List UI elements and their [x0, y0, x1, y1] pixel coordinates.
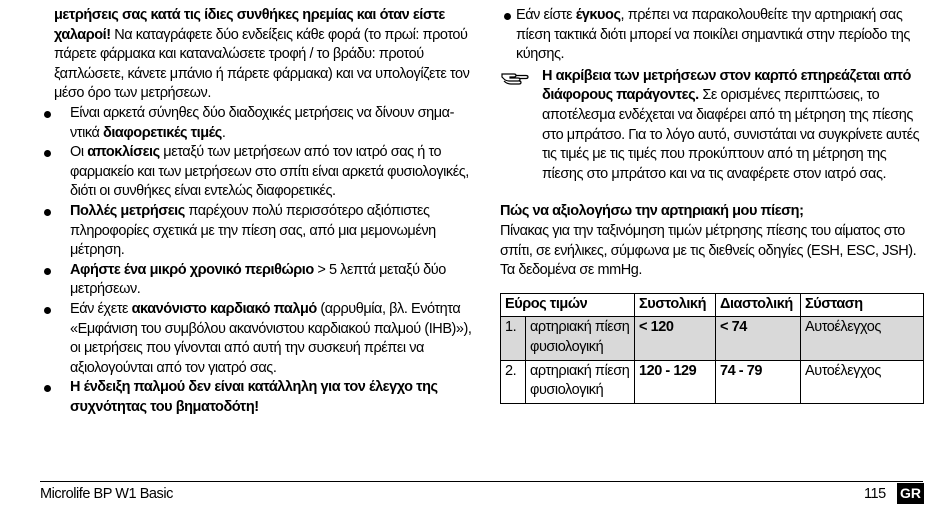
list-item — [54, 104, 474, 143]
item-bold: ακανόνιστο καρδιακό παλμό — [131, 300, 317, 317]
recommendation: Αυτοέλεγχος — [801, 317, 924, 360]
bullet-icon — [504, 13, 511, 20]
item-text: > 5 λεπτά μεταξύ δύο μετρήσεων. — [70, 261, 446, 298]
section-text: Πίνακας για την ταξινόμηση τιμών μέτρησης πίεσης του αίματος στο σπίτι, σε ενήλικες, σύμφωνα με τις διεθνείς οδηγίες (ESH, ESC, JSH). Τα δεδομένα σε mmHg. — [500, 222, 917, 279]
intro-text: Να καταγράφετε δύο ενδείξεις κάθε φορά (το πρωί: προτού πάρετε φάρμακα και καταναλώσετε τροφή / το βράδυ: προτού ξαπλώσετε, κάνετε μπάνιο ή πάρετε φάρμακα) και να υπολογίζετε τον μέσο όρο των μετρήσεων. — [54, 26, 470, 102]
note-text — [542, 68, 919, 182]
footer-divider — [40, 481, 923, 482]
table-header: Διαστολική — [716, 293, 801, 317]
item-text: Είναι αρκετά σύνηθες δύο διαδοχικές μετρήσεις να δίνουν σημαντικά — [70, 104, 455, 141]
list-item — [500, 6, 928, 65]
tips-list — [54, 104, 474, 418]
note-bold: Η ακρίβεια των μετρήσεων στον καρπό επηρεάζεται από διάφορους παράγοντες. — [542, 67, 911, 104]
item-text: Οι — [70, 144, 88, 161]
item-bold: διαφορετικές τιμές — [102, 124, 222, 141]
row-label: αρτηριακή πίεση φυσιολογική — [526, 360, 635, 403]
right-column — [500, 6, 928, 404]
table-header: Σύσταση — [801, 293, 924, 317]
item-bold: Η ένδειξη παλμού δεν είναι κατάλληλη για τον έλεγχο της συχνότητας του βηματοδότη! — [70, 379, 438, 415]
row-number: 1. — [501, 317, 526, 360]
row-number: 2. — [501, 360, 526, 403]
list-item — [54, 378, 474, 417]
row-label: αρτηριακή πίεση φυσιολογική — [526, 317, 635, 360]
bullet-icon — [44, 111, 51, 118]
note-body: Σε ορισμένες περιπτώσεις, το αποτέλεσμα ενδέχεται να διαφέρει από τη μέτρηση της πίεσης στο μπράτσο. Για το λόγο αυτό, συνιστάται να συγκρίνετε αυτές τις τιμές με τις τιμές που προκύπτουν από τη μέτρηση της πίεσης στο μπράτσο και να τις αναφέρετε στον ιατρό σας. — [542, 87, 920, 182]
page-number: 115 — [864, 486, 886, 502]
table-row — [501, 317, 924, 360]
bullet-icon — [44, 385, 51, 392]
item-bold: αποκλίσεις — [87, 144, 160, 161]
intro-bold: μετρήσεις σας κατά τις ίδιες συνθήκες ηρεμίας και όταν είστε χαλαροί! — [54, 7, 445, 43]
list-item — [54, 202, 474, 261]
item-bold: Πολλές μετρήσεις — [70, 202, 185, 219]
list-item — [54, 300, 474, 378]
table-header: Εύρος τιμών — [501, 293, 635, 317]
recommendation: Αυτοέλεγχος — [801, 360, 924, 403]
diastolic-value: < 74 — [716, 317, 801, 360]
item-text: . — [221, 124, 226, 141]
systolic-value: < 120 — [635, 317, 716, 360]
intro-paragraph — [54, 6, 474, 104]
pointing-hand-icon — [500, 67, 530, 87]
bp-classification-table — [500, 293, 924, 404]
item-text: παρέχουν πολύ περισσότερο αξιόπιστες πληροφορίες σχετικά με την πίεση σας, από μια μεμονωμένη μέτρηση. — [70, 202, 436, 259]
note-block — [500, 67, 928, 185]
list-item — [54, 143, 474, 202]
item-text: Εάν είστε — [516, 7, 576, 23]
item-text: Εάν έχετε — [70, 300, 132, 317]
table-header: Συστολική — [635, 293, 716, 317]
systolic-value: 120 - 129 — [635, 360, 716, 403]
bullet-icon — [44, 150, 51, 157]
item-bold: Αφήστε ένα μικρό χρονικό περιθώριο — [70, 261, 314, 278]
list-item — [54, 261, 474, 300]
language-badge: GR — [897, 483, 924, 504]
bullet-icon — [44, 307, 51, 314]
item-text: , πρέπει να παρακολουθείτε την αρτηριακή σας πίεση τακτικά διότι μπορεί να ποικίλει σημαντικά στην περίοδο της κύησης. — [516, 7, 910, 63]
item-text: (αρρυθμία, βλ. Ενότητα «Εμφάνιση του συμβόλου ακανόνιστου καρδιακού παλμού (IHB)»), οι μετρήσεις που γίνονται από αυτή την συσκευή πρέπει να αξιολογούνται από τον γιατρό σας. — [70, 300, 472, 376]
item-text: μεταξύ των μετρήσεων από τον ιατρό σας ή το φαρμακείο και των μετρήσεων στο σπίτι είναι αρκετά φυσιολογικές, διότι οι συνθήκες είναι εντελώς διαφορετικές. — [70, 144, 469, 200]
table-header-row — [501, 293, 924, 317]
diastolic-value: 74 - 79 — [716, 360, 801, 403]
section-title: Πώς να αξιολογήσω την αρτηριακή μου πίεση; — [500, 203, 804, 220]
bullet-icon — [44, 268, 51, 275]
left-column — [54, 6, 474, 417]
bullet-icon — [44, 209, 51, 216]
table-row — [501, 360, 924, 403]
item-bold: έγκυος — [575, 7, 621, 23]
footer-product: Microlife BP W1 Basic — [40, 486, 173, 502]
